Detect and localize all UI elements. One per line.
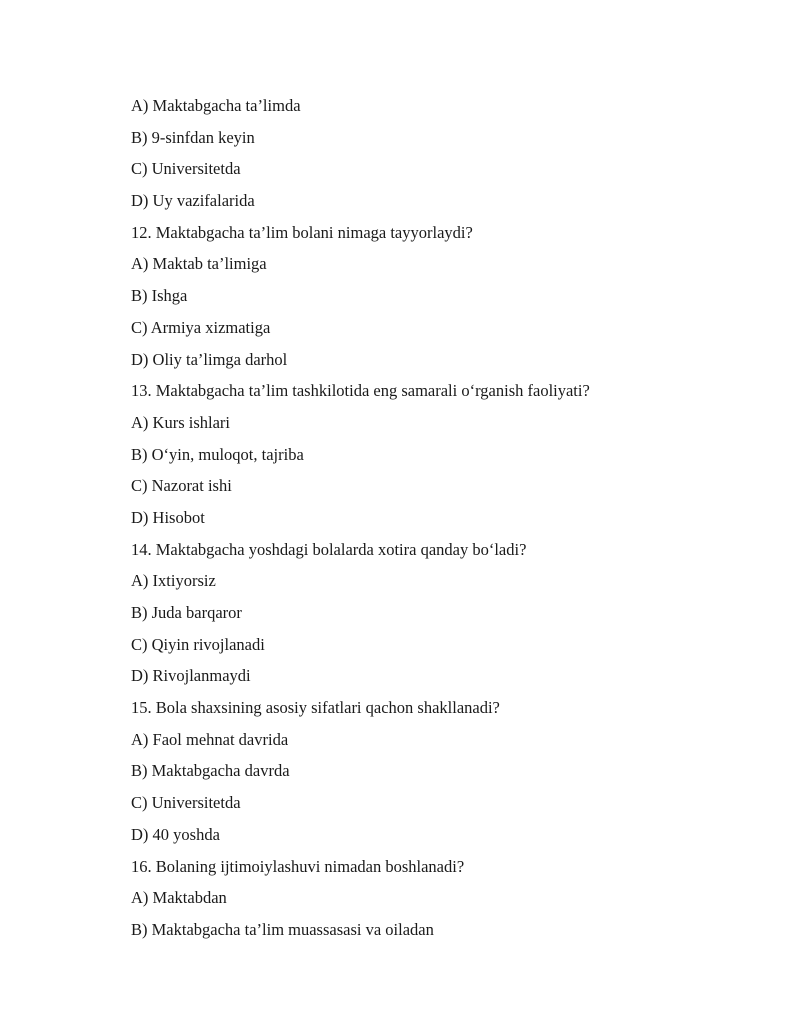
answer-option: A) Maktab ta’limiga (131, 254, 267, 274)
answer-option: C) Universitetda (131, 793, 241, 813)
answer-option: B) O‘yin, muloqot, tajriba (131, 444, 304, 464)
answer-option: C) Qiyin rivojlanadi (131, 634, 265, 654)
answer-option: B) Maktabgacha davrda (131, 761, 290, 781)
answer-option: C) Nazorat ishi (131, 476, 232, 496)
answer-option: A) Kurs ishlari (131, 412, 230, 432)
answer-option: B) 9-sinfdan keyin (131, 127, 255, 147)
answer-option: C) Universitetda (131, 159, 241, 179)
answer-option: A) Maktabdan (131, 888, 227, 908)
answer-option: D) 40 yoshda (131, 824, 220, 844)
answer-option: D) Rivojlanmaydi (131, 666, 251, 686)
question-15: 15. Bola shaxsining asosiy sifatlari qachon shakllanadi? (131, 698, 500, 718)
answer-option: B) Ishga (131, 286, 188, 306)
answer-option: D) Oliy ta’limga darhol (131, 349, 288, 369)
answer-option: A) Maktabgacha ta’limda (131, 96, 301, 115)
answer-option: A) Faol mehnat davrida (131, 729, 289, 749)
question-13: 13. Maktabgacha ta’lim tashkilotida eng samarali o‘rganish faoliyati? (131, 381, 590, 401)
question-16: 16. Bolaning ijtimoiylashuvi nimadan boshlanadi? (131, 856, 465, 876)
answer-option: A) Ixtiyorsiz (131, 571, 216, 591)
answer-option: D) Hisobot (131, 507, 205, 527)
answer-option: B) Juda barqaror (131, 603, 242, 622)
question-14: 14. Maktabgacha yoshdagi bolalarda xotira qanday bo‘ladi? (131, 539, 527, 559)
answer-option: C) Armiya xizmatiga (131, 317, 271, 337)
quiz-content (131, 90, 751, 946)
question-12: 12. Maktabgacha ta’lim bolani nimaga tayyorlaydi? (131, 222, 473, 242)
answer-option: B) Maktabgacha ta’lim muassasasi va oiladan (131, 919, 434, 939)
answer-option: D) Uy vazifalarida (131, 191, 255, 211)
